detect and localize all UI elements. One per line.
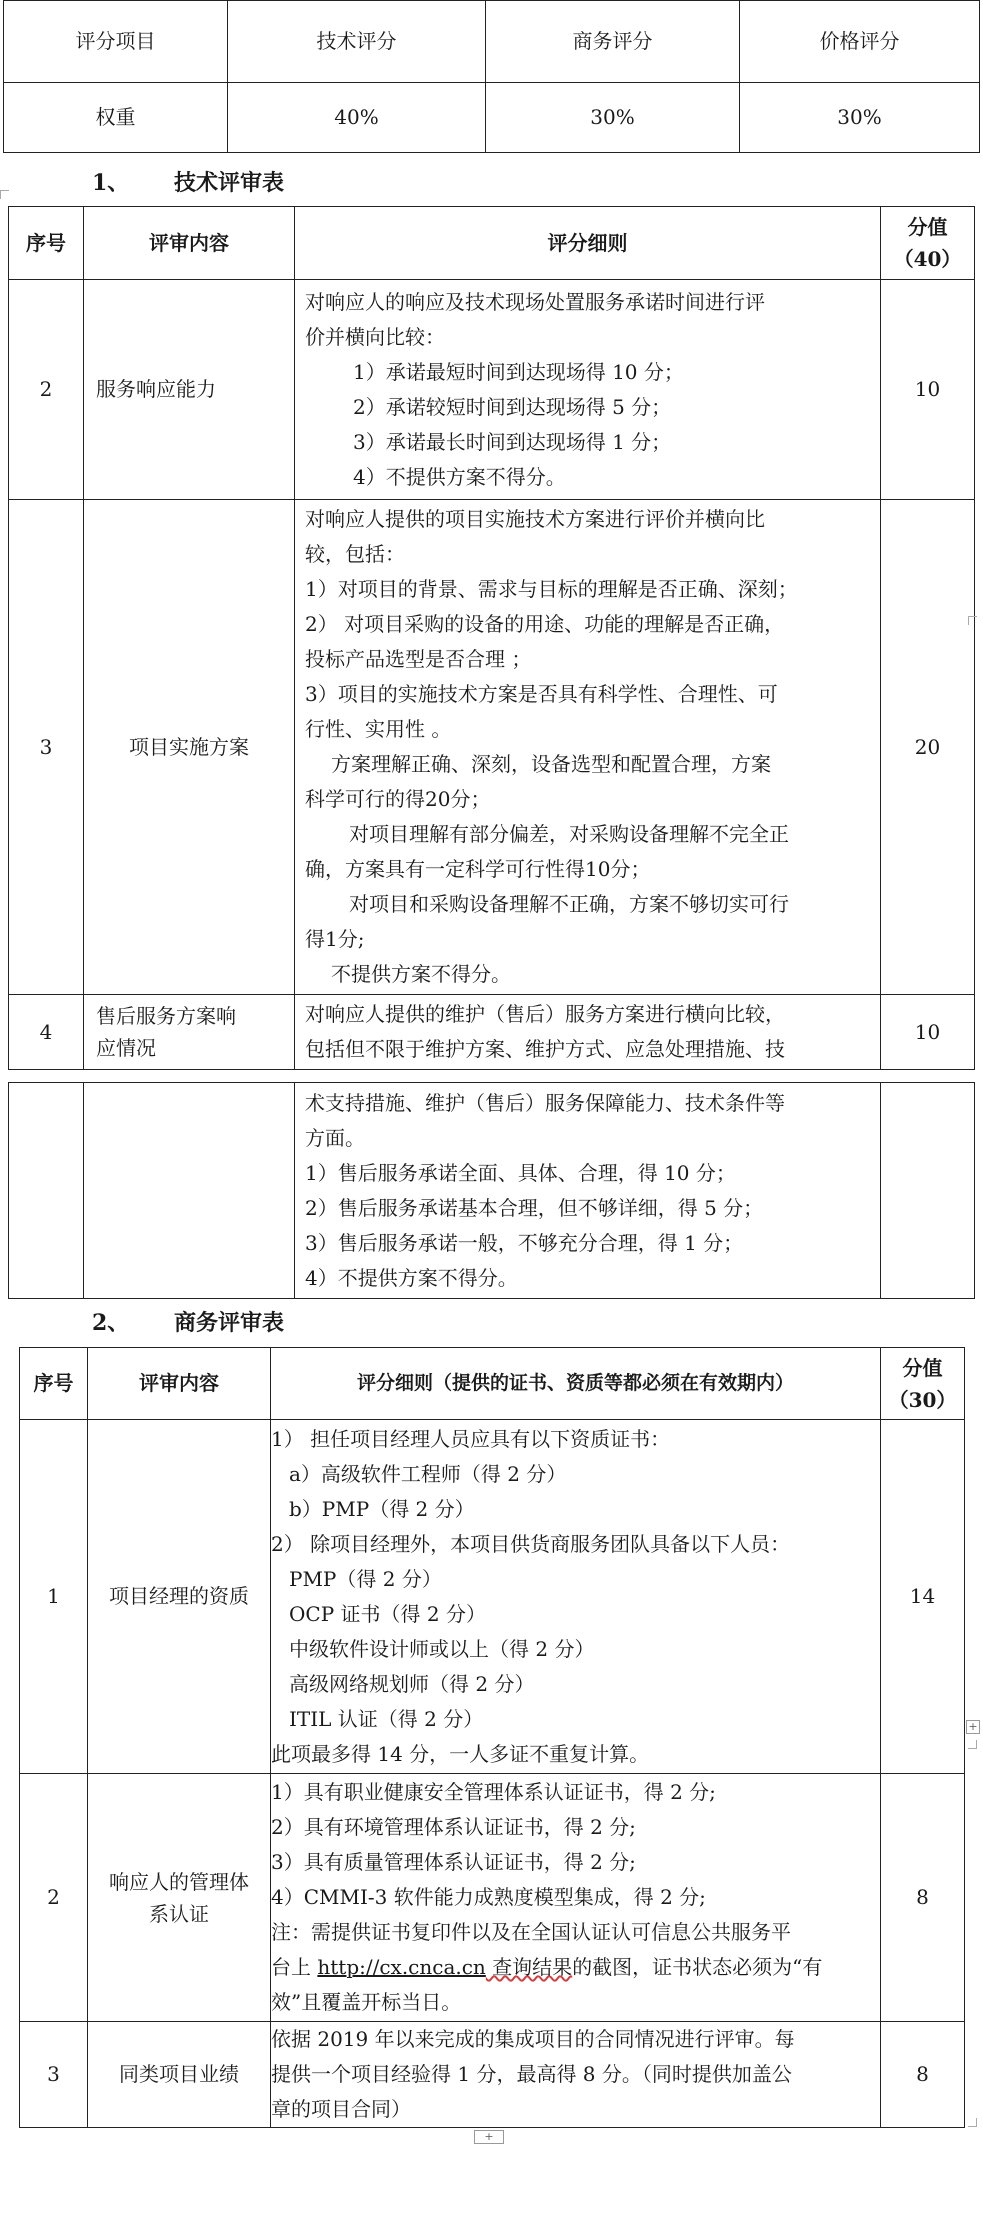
- rule-line: 方案理解正确、深刻，设备选型和配置合理，方案: [331, 752, 771, 776]
- rule-line: 高级网络规划师（得 2 分）: [289, 1671, 535, 1696]
- rule-line: 价并横向比较：: [305, 324, 445, 349]
- table-corner-handle[interactable]: [0, 190, 9, 199]
- tech-row4-content-line1: 售后服务方案响: [96, 1004, 236, 1028]
- section2-title: 商务评审表: [174, 1310, 285, 1336]
- rule-line: 不提供方案不得分。: [331, 962, 511, 986]
- tech-row2-content: 服务响应能力: [84, 280, 295, 500]
- tech-row4-content-line2: 应情况: [96, 1036, 156, 1060]
- weights-header-item: 评分项目: [4, 1, 228, 83]
- rule-line: 注：需提供证书复印件以及在全国认证认可信息公共服务平: [271, 1920, 791, 1944]
- tech-row3-content: 项目实施方案: [84, 500, 295, 995]
- tech-header-score-line1: 分值: [907, 215, 948, 239]
- section1-title: 技术评审表: [174, 170, 285, 196]
- weights-header-price: 价格评分: [740, 1, 980, 83]
- business-review-table: [19, 1347, 965, 2128]
- table-row: [20, 2022, 965, 2128]
- section1-heading: [92, 166, 284, 197]
- rule-line: 对项目和采购设备理解不正确，方案不够切实可行: [349, 892, 789, 916]
- table-resize-handle[interactable]: [968, 616, 977, 625]
- table-add-row-handle[interactable]: +: [474, 2130, 504, 2144]
- tech-row4-rules: [295, 995, 881, 1070]
- weights-table: [3, 0, 980, 153]
- technical-review-table: [8, 206, 975, 1070]
- continuation-score-empty: [881, 1083, 975, 1299]
- rule-line: 对项目理解有部分偏差，对采购设备理解不完全正: [349, 822, 789, 846]
- rule-line: 得1分;: [305, 927, 365, 951]
- note-wavy-text: 查询结果: [485, 1955, 573, 1979]
- table-resize-handle-2[interactable]: [968, 1740, 977, 1749]
- biz-header-rules: 评分细则（提供的证书、资质等都必须在有效期内）: [271, 1348, 881, 1420]
- tech-row4-score: 10: [881, 995, 975, 1070]
- rule-line: 对响应人的响应及技术现场处置服务承诺时间进行评: [305, 289, 765, 314]
- biz-row2-seq: 2: [20, 1774, 88, 2022]
- rule-line: 3）项目的实施技术方案是否具有科学性、合理性、可: [305, 682, 778, 706]
- biz-row3-content: 同类项目业绩: [88, 2022, 271, 2128]
- tech-header-seq: 序号: [9, 207, 84, 280]
- technical-review-continuation: [8, 1082, 975, 1299]
- rule-line: 3）具有质量管理体系认证证书，得 2 分;: [271, 1850, 636, 1874]
- rule-line: 2） 对项目采购的设备的用途、功能的理解是否正确，: [305, 612, 785, 636]
- biz-header-content: 评审内容: [88, 1348, 271, 1420]
- weights-header-tech: 技术评分: [228, 1, 486, 83]
- table-row: [9, 500, 975, 995]
- tech-header-rules: 评分细则: [295, 207, 881, 280]
- table-add-column-handle[interactable]: +: [966, 1720, 980, 1734]
- rule-line-with-link: [271, 1950, 876, 1985]
- biz-row3-rules: [271, 2022, 881, 2128]
- rule-line: ITIL 认证（得 2 分）: [289, 1706, 484, 1731]
- biz-row1-content: 项目经理的资质: [88, 1420, 271, 1774]
- tech-row2-seq: 2: [9, 280, 84, 500]
- table-resize-handle-3[interactable]: [968, 2118, 977, 2127]
- rule-line: 1）售后服务承诺全面、具体、合理，得 10 分；: [305, 1160, 736, 1185]
- biz-row1-seq: 1: [20, 1420, 88, 1774]
- rule-line: 术支持措施、维护（售后）服务保障能力、技术条件等: [305, 1090, 785, 1115]
- rule-line: 2）售后服务承诺基本合理，但不够详细，得 5 分；: [305, 1195, 764, 1220]
- table-row: [20, 1420, 965, 1774]
- biz-row1-score: 14: [881, 1420, 965, 1774]
- biz-row2-score: 8: [881, 1774, 965, 2022]
- continuation-rules: [295, 1083, 881, 1299]
- section2-heading: [92, 1306, 284, 1337]
- rule-line: 确，方案具有一定科学可行性得10分；: [305, 857, 651, 881]
- tech-header-score-line2: （40）: [893, 247, 962, 271]
- biz-header-score: [881, 1348, 965, 1420]
- biz-row2-content: [88, 1774, 271, 2022]
- biz-row3-score: 8: [881, 2022, 965, 2128]
- rule-line: 方面。: [305, 1125, 365, 1150]
- tech-header-score: [881, 207, 975, 280]
- rule-line: a）高级软件工程师（得 2 分）: [289, 1461, 567, 1486]
- note-suffix: 的截图，证书状态必须为“有: [572, 1955, 823, 1979]
- rule-line: 投标产品选型是否合理 ；: [305, 647, 532, 671]
- table-row: [9, 280, 975, 500]
- tech-row2-score: 10: [881, 280, 975, 500]
- rule-line: 中级软件设计师或以上（得 2 分）: [289, 1636, 595, 1661]
- biz-row3-seq: 3: [20, 2022, 88, 2128]
- rule-line: 1）对项目的背景、需求与目标的理解是否正确、深刻；: [305, 577, 798, 601]
- rule-line: 依据 2019 年以来完成的集成项目的合同情况进行评审。每: [271, 2027, 795, 2051]
- rule-line: 1）具有职业健康安全管理体系认证证书，得 2 分;: [271, 1780, 716, 1804]
- weights-header-business: 商务评分: [486, 1, 740, 83]
- cnca-link[interactable]: http://cx.cnca.cn: [317, 1955, 486, 1979]
- weights-business-value: 30%: [486, 83, 740, 153]
- rule-line: 对响应人提供的维护（售后）服务方案进行横向比较，: [305, 1002, 785, 1026]
- tech-row2-rules: [295, 280, 881, 500]
- rule-line: PMP（得 2 分）: [289, 1566, 442, 1591]
- table-row: [9, 995, 975, 1070]
- weights-price-value: 30%: [740, 83, 980, 153]
- biz-row2-content-line2: 系认证: [149, 1901, 209, 1926]
- rule-line: 1） 担任项目经理人员应具有以下资质证书：: [271, 1426, 671, 1451]
- rule-line: 章的项目合同）: [271, 2097, 411, 2121]
- note-prefix: 台上: [271, 1955, 318, 1979]
- rule-line: 2）具有环境管理体系认证证书，得 2 分;: [271, 1815, 636, 1839]
- rule-line: 行性、实用性 。: [305, 717, 452, 741]
- continuation-content-empty: [84, 1083, 295, 1299]
- section1-number: 1、: [92, 170, 130, 196]
- biz-row2-rules: [271, 1774, 881, 2022]
- rule-line: 3）承诺最长时间到达现场得 1 分；: [353, 429, 672, 454]
- rule-line: 此项最多得 14 分，一人多证不重复计算。: [271, 1741, 650, 1766]
- rule-line: 4）不提供方案不得分。: [305, 1265, 518, 1290]
- rule-line: 包括但不限于维护方案、维护方式、应急处理措施、技: [305, 1037, 785, 1061]
- section2-number: 2、: [92, 1310, 130, 1336]
- rule-line: OCP 证书（得 2 分）: [289, 1601, 486, 1626]
- tech-header-content: 评审内容: [84, 207, 295, 280]
- tech-row4-seq: 4: [9, 995, 84, 1070]
- biz-header-score-line2: （30）: [888, 1387, 957, 1412]
- table-row: [20, 1774, 965, 2022]
- rule-line: 2）承诺较短时间到达现场得 5 分；: [353, 394, 672, 419]
- rule-line: 4）不提供方案不得分。: [353, 464, 566, 489]
- rule-line: 对响应人提供的项目实施技术方案进行评价并横向比: [305, 507, 765, 531]
- rule-line: 2） 除项目经理外，本项目供货商服务团队具备以下人员：: [271, 1531, 791, 1556]
- rule-line: 科学可行的得20分；: [305, 787, 491, 811]
- biz-row2-content-line1: 响应人的管理体: [109, 1869, 249, 1894]
- weights-tech-value: 40%: [228, 83, 486, 153]
- rule-line: 提供一个项目经验得 1 分，最高得 8 分。（同时提供加盖公: [271, 2062, 792, 2086]
- rule-line: b）PMP（得 2 分）: [289, 1496, 475, 1521]
- tech-row3-rules: [295, 500, 881, 995]
- tech-row3-score: 20: [881, 500, 975, 995]
- rule-line: 1）承诺最短时间到达现场得 10 分；: [353, 359, 684, 384]
- rule-line: 较，包括：: [305, 542, 405, 566]
- rule-line: 效”且覆盖开标当日。: [271, 1990, 462, 2014]
- continuation-seq-empty: [9, 1083, 84, 1299]
- biz-header-seq: 序号: [20, 1348, 88, 1420]
- tech-row3-seq: 3: [9, 500, 84, 995]
- weights-label: 权重: [4, 83, 228, 153]
- biz-header-score-line1: 分值: [902, 1355, 943, 1380]
- tech-row4-content: [84, 995, 295, 1070]
- rule-line: 3）售后服务承诺一般，不够充分合理，得 1 分；: [305, 1230, 744, 1255]
- biz-row1-rules: [271, 1420, 881, 1774]
- rule-line: 4）CMMI-3 软件能力成熟度模型集成，得 2 分;: [271, 1885, 706, 1909]
